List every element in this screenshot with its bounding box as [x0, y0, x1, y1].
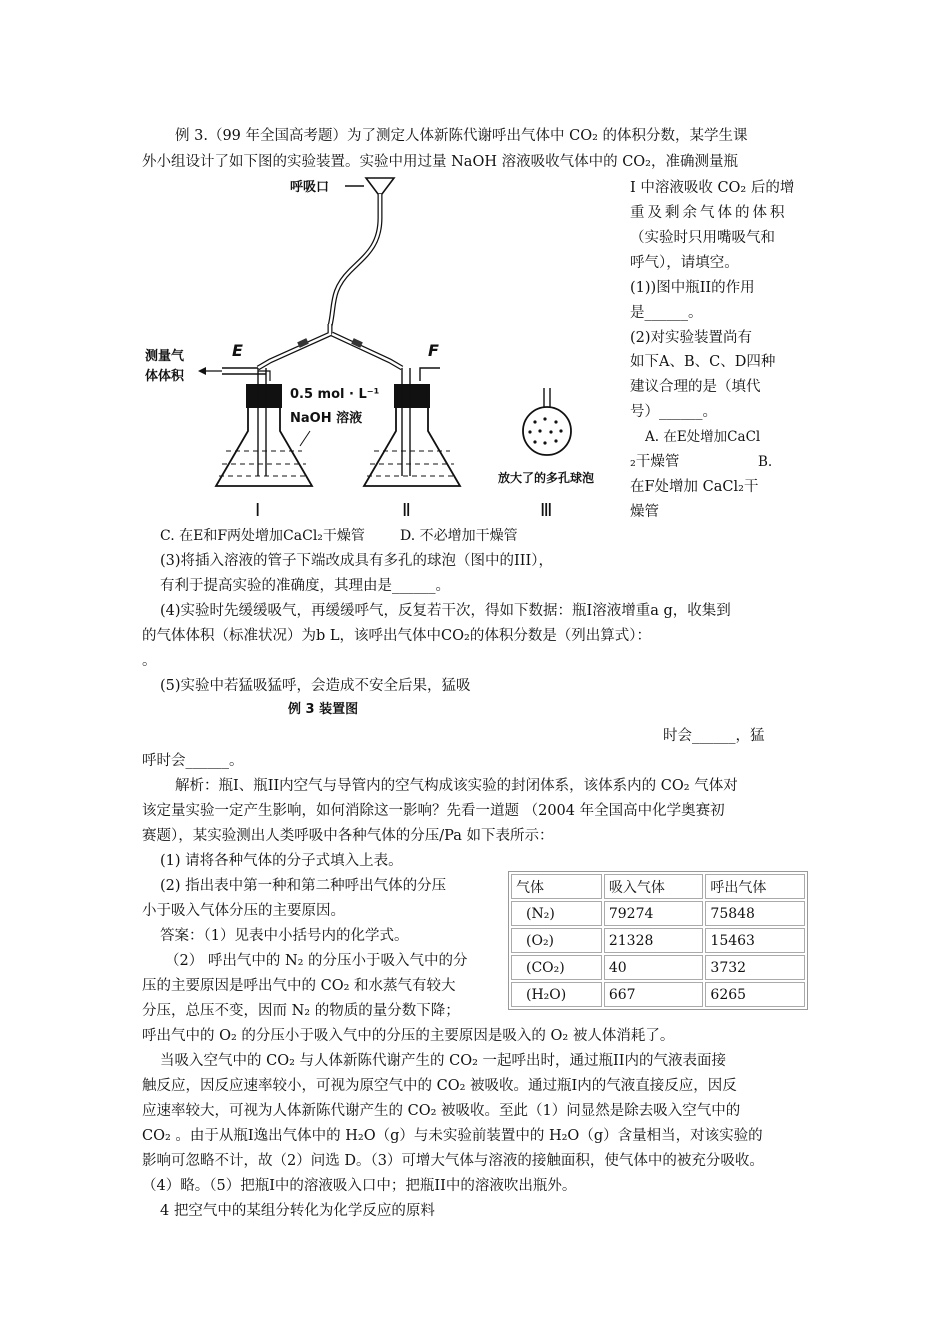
q3-line-2: 有利于提高实验的准确度，其理由是______。 [160, 578, 450, 594]
sub-question-2-cont: 小于吸入气体分压的主要原因。 [142, 903, 345, 919]
table-cell: 667 [604, 982, 704, 1007]
conclusion-line: 当吸入空气中的 CO₂ 与人体新陈代谢产生的 CO₂ 一起呼出时，通过瓶II内的气液表面接 [160, 1053, 726, 1069]
side-text: 如下A、B、C、D四种 [630, 354, 776, 370]
bottle-1-label: Ⅰ [255, 500, 261, 521]
table-header: 呼出气体 [705, 874, 805, 899]
conclusion-line: 触反应，因反应速率较小，可视为原空气中的 CO₂ 被吸收。通过瓶I内的气液直接反应，因反 [142, 1078, 737, 1094]
answer-1: 答案：（1）见表中小括号内的化学式。 [160, 928, 409, 944]
table-row [511, 928, 805, 953]
analysis-line-1: 解析：瓶I、瓶II内空气与导管内的空气构成该实验的封闭体系，该体系内的 CO₂ 气体对 [175, 778, 738, 794]
analysis-line-3: 赛题），某实验测出人类呼吸中各种气体的分压/Pa 如下表所示： [142, 828, 554, 844]
option-c: C. 在E和F两处增加CaCl₂干燥管 [160, 528, 365, 544]
intro-line-1: 例 3.（99 年全国高考题）为了测定人体新陈代谢呼出气体中 CO₂ 的体积分数，某学生课 [175, 128, 748, 144]
solution-conc: 0.5 mol · L⁻¹ [290, 387, 380, 402]
table-cell: 21328 [604, 928, 704, 953]
conclusion-line: （4）略。（5）把瓶I中的溶液吸入口中；把瓶II中的溶液吹出瓶外。 [142, 1178, 577, 1194]
q4-line-2: 的气体体积（标准状况）为b L，该呼出气体中CO₂的体积分数是（列出算式）： [142, 628, 652, 644]
sub-question-1: (1) 请将各种气体的分子式填入上表。 [160, 853, 403, 869]
side-text: （实验时只用嘴吸气和 [630, 230, 775, 246]
conclusion-line: 影响可忽略不计，故（2）问选 D。（3）可增大气体与溶液的接触面积，使气体中的被充分吸收。 [142, 1153, 764, 1169]
bottle-2-label: Ⅱ [402, 500, 411, 521]
figure-caption: 例 3 装置图 [288, 702, 359, 717]
table-header: 气体 [511, 874, 602, 899]
answer-2-cont: 压的主要原因是呼出气中的 CO₂ 和水蒸气有较大 [142, 978, 456, 994]
table-cell: 75848 [705, 901, 805, 926]
option-b-cont: 在F处增加 CaCl₂干 [630, 479, 759, 495]
gas-measure-label-2: 体体积 [145, 369, 185, 384]
table-row [511, 955, 805, 980]
gas-measure-label-1: 测量气 [145, 349, 185, 364]
side-text: 建议合理的是（填代 [630, 379, 761, 395]
tube-f-label: F [428, 341, 439, 360]
analysis-line-2: 该定量实验一定产生影响，如何消除这一影响？先看一道题 （2004 年全国高中化学奥赛初 [142, 803, 725, 819]
gas-pressure-table [508, 871, 808, 1010]
tube-e-label: E [232, 341, 243, 360]
conclusion-line: 应速率较大，可视为人体新陈代谢产生的 CO₂ 被吸收。至此（1）问显然是除去吸入空气中的 [142, 1103, 741, 1119]
mouthpiece-label: 呼吸口 [290, 180, 330, 195]
stopper-left [246, 384, 282, 408]
q5-line-2: 时会______，猛 [663, 728, 765, 744]
table-cell: (N₂) [511, 901, 602, 926]
q5-line-1: (5)实验中若猛吸猛呼，会造成不安全后果，猛吸 [160, 678, 471, 694]
q5-line-3: 呼时会______。 [142, 753, 244, 769]
side-text: (2)对实验装置尚有 [630, 330, 753, 346]
table-cell: 79274 [604, 901, 704, 926]
apparatus-diagram [140, 176, 625, 524]
conclusion-line: CO₂ 。由于从瓶I逸出气体中的 H₂O（g）与未实验前装置中的 H₂O（g）含量相当，对该实验的 [142, 1128, 763, 1144]
side-text: (1))图中瓶II的作用 [630, 280, 755, 296]
stopper-right [394, 384, 430, 408]
q4-line-1: (4)实验时先缓缓吸气，再缓缓呼气，反复若干次，得如下数据：瓶I溶液增重a g，收集到 [160, 603, 731, 619]
table-cell: 15463 [705, 928, 805, 953]
bottle-3-label: Ⅲ [540, 500, 553, 521]
section-heading: 4 把空气中的某组分转化为化学反应的原料 [160, 1203, 435, 1219]
answer-2-cont: 分压，总压不变，因而 N₂ 的物质的量分数下降； [142, 1003, 460, 1019]
sub-question-2: (2) 指出表中第一种和第二种呼出气体的分压 [160, 878, 447, 894]
side-text: 呼气），请填空。 [630, 255, 739, 271]
side-text: 是______。 [630, 305, 703, 321]
option-b-cont: 燥管 [630, 504, 659, 520]
table-row [511, 901, 805, 926]
table-cell: (CO₂) [511, 955, 602, 980]
option-a: A. 在E处增加CaCl [645, 429, 761, 445]
option-b: B. [758, 454, 773, 470]
option-a-cont: ₂干燥管 [630, 454, 680, 470]
table-cell: 40 [604, 955, 704, 980]
side-text: 号）______。 [630, 404, 717, 420]
table-header-row [511, 874, 805, 899]
side-text: I 中溶液吸收 CO₂ 后的增 [630, 180, 795, 196]
q3-line-1: (3)将插入溶液的管子下端改成具有多孔的球泡（图中的III）， [160, 553, 553, 569]
table-row [511, 982, 805, 1007]
table-cell: 6265 [705, 982, 805, 1007]
option-d: D. 不必增加干燥管 [400, 528, 518, 544]
intro-line-2: 外小组设计了如下图的实验装置。实验中用过量 NaOH 溶液吸收气体中的 CO₂，准确测量瓶 [142, 154, 738, 170]
table-cell: 3732 [705, 955, 805, 980]
side-text: 重及剩余气体的体积 [630, 205, 788, 221]
table-header: 吸入气体 [604, 874, 704, 899]
bulb-caption: 放大了的多孔球泡 [498, 471, 595, 485]
answer-2: （2） 呼出气中的 N₂ 的分压小于吸入气中的分 [165, 953, 468, 969]
q4-line-3: 。 [142, 653, 157, 669]
table-cell: (H₂O) [511, 982, 602, 1007]
table-cell: (O₂) [511, 928, 602, 953]
solution-name: NaOH 溶液 [290, 411, 363, 426]
answer-2-cont: 呼出气中的 O₂ 的分压小于吸入气中的分压的主要原因是吸入的 O₂ 被人体消耗了。 [142, 1028, 675, 1044]
